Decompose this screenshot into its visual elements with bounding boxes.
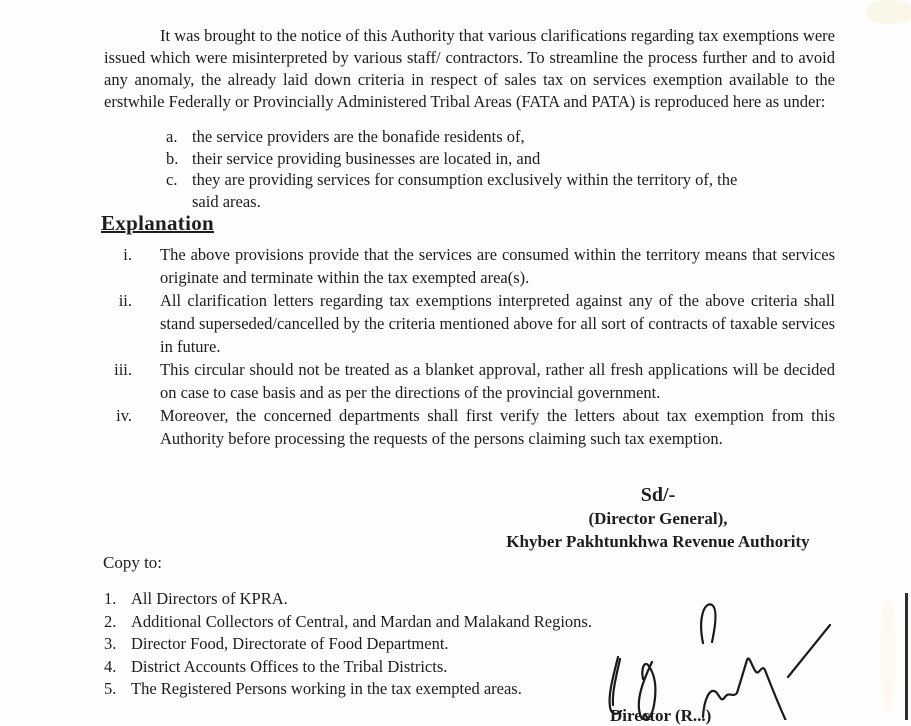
- list-item-text: Director Food, Directorate of Food Department.: [131, 634, 449, 653]
- list-item: [166, 126, 766, 148]
- clipped-designation-line: Director (R...): [610, 706, 712, 725]
- list-item: [104, 243, 835, 289]
- signatory-title: (Director General),: [588, 509, 728, 528]
- list-item-marker: 1.: [104, 589, 117, 608]
- list-item: [104, 358, 835, 404]
- list-item-text: District Accounts Offices to the Tribal Districts.: [131, 656, 448, 676]
- list-item-text: The above provisions provide that the services are consumed within the territory means that services originate and terminate within the tax exempted area(s).: [160, 245, 835, 287]
- list-item-marker: iv.: [116, 406, 132, 425]
- explanation-list: [104, 243, 835, 450]
- handwritten-signature-icon: [585, 595, 840, 720]
- list-item-text: the service providers are the bonafide residents of,: [192, 127, 525, 146]
- list-item-text: their service providing businesses are located in, and: [192, 148, 541, 168]
- copy-to-label: Copy to:: [103, 553, 163, 572]
- list-item-text: All Directors of KPRA.: [131, 589, 288, 608]
- explanation-heading: Explanation: [101, 211, 215, 235]
- list-item-marker: c.: [166, 170, 178, 189]
- list-item-marker: 2.: [104, 611, 117, 631]
- list-item-marker: iii.: [114, 360, 132, 379]
- signature-block: [478, 482, 838, 553]
- list-item-text: This circular should not be treated as a blanket approval, rather all fresh applications will be decided on case to case basis and as per the directions of the provincial government.: [160, 360, 835, 402]
- list-item-text: they are providing services for consumption exclusively within the territory of, the said areas.: [192, 170, 738, 211]
- list-item-marker: 5.: [104, 679, 117, 698]
- list-item: [104, 289, 835, 358]
- authority-name: Khyber Pakhtunkhwa Revenue Authority: [506, 531, 810, 551]
- list-item-marker: 3.: [104, 634, 117, 653]
- scan-smudge: [880, 600, 896, 710]
- list-item-marker: i.: [123, 245, 132, 264]
- list-item-marker: 4.: [104, 656, 117, 676]
- list-item: [166, 148, 766, 170]
- opening-paragraph: It was brought to the notice of this Authority that various clarifications regarding tax exemptions were issued which were misinterpreted by various staff/ contractors. To streamline the process further and to avoid any anomaly, the already laid down criteria in respect of sales tax on services exemption available to the erstwhile Federally or Provincially Administered Tribal Areas (FATA and PATA) is reproduced here as under:: [104, 25, 835, 111]
- scan-smudge: [866, 0, 911, 24]
- criteria-list: [166, 126, 766, 212]
- list-item-text: Additional Collectors of Central, and Mardan and Malakand Regions.: [131, 611, 592, 631]
- scan-edge-line: [905, 593, 908, 720]
- list-item-marker: a.: [166, 127, 178, 146]
- list-item: [104, 404, 835, 450]
- list-item-text: All clarification letters regarding tax exemptions interpreted against any of the above criteria shall stand superseded/cancelled by the criteria mentioned above for all sort of contracts of taxable services in future.: [160, 291, 835, 356]
- sd-line: Sd/-: [640, 484, 676, 506]
- list-item-text: The Registered Persons working in the tax exempted areas.: [131, 679, 522, 698]
- list-item-marker: b.: [166, 148, 179, 168]
- list-item-text: Moreover, the concerned departments shall first verify the letters about tax exemption from this Authority before processing the requests of the persons claiming such tax exemption.: [160, 406, 835, 448]
- list-item-marker: ii.: [118, 291, 132, 310]
- list-item: [166, 169, 766, 212]
